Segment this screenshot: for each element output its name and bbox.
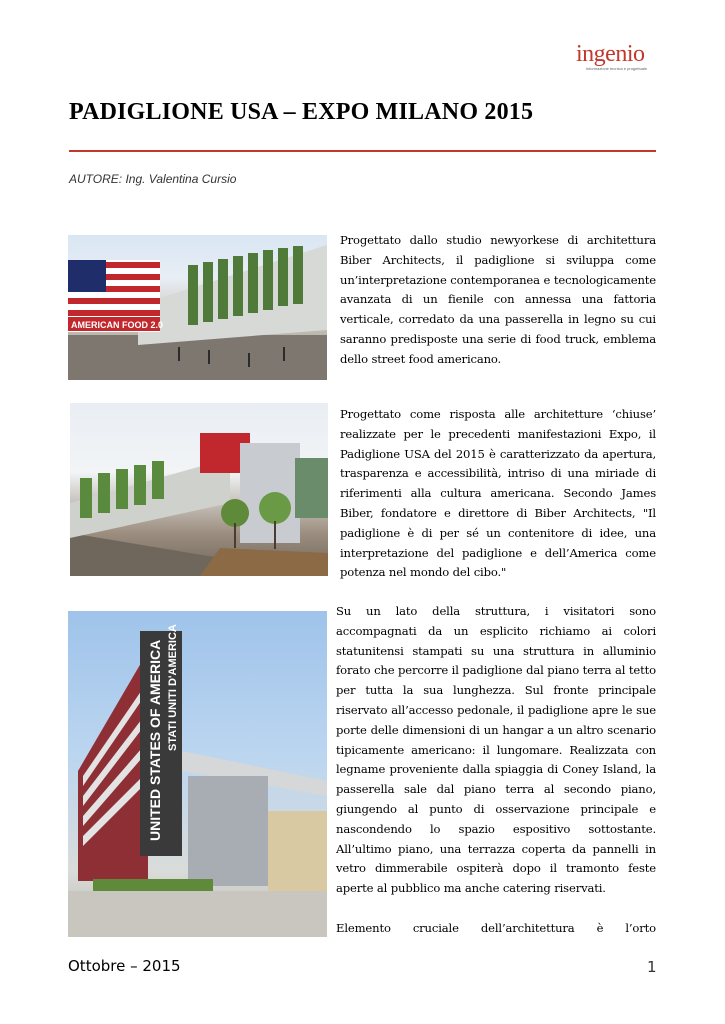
footer-date: Ottobre – 2015	[68, 957, 181, 975]
banner-united-states: UNITED STATES OF AMERICA	[147, 639, 163, 841]
american-food-sign: AMERICAN FOOD 2.0	[71, 320, 164, 330]
photo-pavilion-american-food	[68, 235, 327, 380]
page-number: 1	[647, 958, 657, 976]
photo-pavilion-front-facade	[68, 611, 327, 937]
banner-stati-uniti: STATI UNITI D'AMERICA	[167, 624, 179, 751]
document-title: PADIGLIONE USA – EXPO MILANO 2015	[69, 99, 534, 125]
logo-tagline: informazione tecnica e progettuale	[586, 66, 648, 71]
ingenio-logo	[576, 42, 658, 80]
title-divider	[69, 150, 656, 152]
paragraph-concept: Progettato come risposta alle architetture ‘chiuse’ realizzate per le precedenti manifestazioni Expo, il Padiglione USA del 2015 è caratterizzato da apertura, trasparenza e accessibilità, intriso di una miriade di riferimenti alla cultura americana. Secondo James Biber, fondatore e direttore di Biber Architects, "Il padiglione è di per sé un contenitore di idee, una interpretazione del padiglione e dell’America come potenza nel mondo del cibo."	[340, 407, 656, 580]
paragraph-intro: Progettato dallo studio newyorkese di architettura Biber Architects, il padiglione si sviluppa come un’interpretazione contemporanea e tecnologicamente avanzata di un fienile con annessa una fattoria verticale, corredato da una passerella in legno su cui saranno predisposte una serie di food truck, emblema dello street food americano.	[340, 233, 656, 366]
paragraph-structure: Su un lato della struttura, i visitatori sono accompagnati da un esplicito richiamo ai colori statunitensi stampati su una struttura in alluminio forato che percorre il padiglione dal piano terra al tetto per tutta la sua lunghezza. Sul fronte principale riservato all’accesso pedonale, il padiglione apre le sue porte delle dimensioni di un hangar a un altro scenario tipicamente americano: il lungomare. Realizzata con legname proveniente dalla spiaggia di Coney Island, la passerella sale dal piano terra al secondo piano, giungendo al punto di osservazione principale e nascondendo lo spazio espositivo sottostante. All’ultimo piano, una terrazza coperta da pannelli in vetro dimmerabile ospiterà dopo il tramonto feste aperte al pubblico ma anche catering riservati.	[336, 604, 656, 896]
paragraph-continuation: Elemento cruciale dell’architettura è l’orto	[336, 921, 656, 935]
logo-wordmark: ingenio	[576, 41, 645, 67]
author-line: AUTORE: Ing. Valentina Cursio	[69, 172, 237, 186]
photo-pavilion-side-view	[70, 403, 328, 576]
